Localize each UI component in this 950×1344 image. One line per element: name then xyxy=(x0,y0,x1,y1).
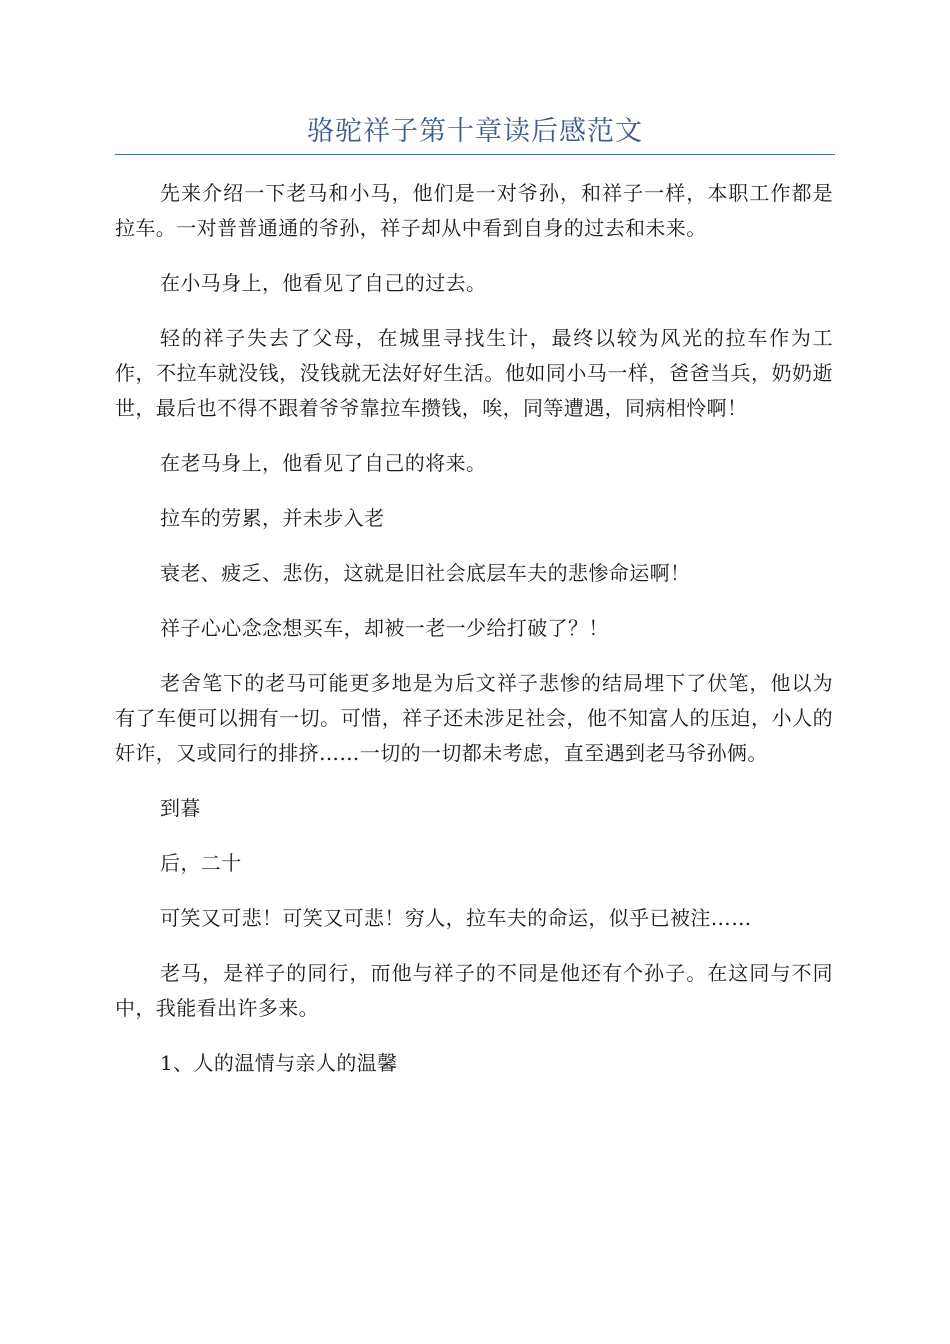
document-body xyxy=(115,176,833,1101)
paragraph-13: 1、人的温情与亲人的温馨 xyxy=(160,1051,398,1075)
paragraph-12: 老马，是祥子的同行，而他与祥子的不同是他还有个孙子。在这同与不同中，我能看出许多来。 xyxy=(115,961,833,1020)
paragraph-8: 老舍笔下的老马可能更多地是为后文祥子悲惨的结局埋下了伏笔，他以为有了车便可以拥有一切。可惜，祥子还未涉足社会，他不知富人的压迫，小人的奸诈，又或同行的排挤……一切的一切都未考虑，直至遇到老马爷孙俩。 xyxy=(115,671,833,765)
paragraph-5: 拉车的劳累，并未步入老 xyxy=(160,506,385,530)
title-container xyxy=(115,110,835,154)
paragraph-7: 祥子心心念念想买车，却被一老一少给打破了？！ xyxy=(160,616,609,640)
paragraph-2: 在小马身上，他看见了自己的过去。 xyxy=(160,271,487,295)
paragraph-10: 后，二十 xyxy=(160,851,242,875)
document-title: 骆驼祥子第十章读后感范文 xyxy=(307,116,643,147)
paragraph-6: 衰老、疲乏、悲伤，这就是旧社会底层车夫的悲惨命运啊！ xyxy=(160,561,691,585)
title-underline xyxy=(115,154,835,155)
paragraph-1: 先来介绍一下老马和小马，他们是一对爷孙，和祥子一样，本职工作都是拉车。一对普普通通的爷孙，祥子却从中看到自身的过去和未来。 xyxy=(115,181,833,240)
paragraph-4: 在老马身上，他看见了自己的将来。 xyxy=(160,451,487,475)
paragraph-11: 可笑又可悲！可笑又可悲！穷人，拉车夫的命运，似乎已被注…… xyxy=(160,906,752,930)
paragraph-3: 轻的祥子失去了父母，在城里寻找生计，最终以较为风光的拉车作为工作，不拉车就没钱，没钱就无法好好生活。他如同小马一样，爸爸当兵，奶奶逝世，最后也不得不跟着爷爷靠拉车攒钱，唉，同等遭遇，同病相怜啊！ xyxy=(115,326,833,420)
paragraph-9: 到暮 xyxy=(160,796,201,820)
